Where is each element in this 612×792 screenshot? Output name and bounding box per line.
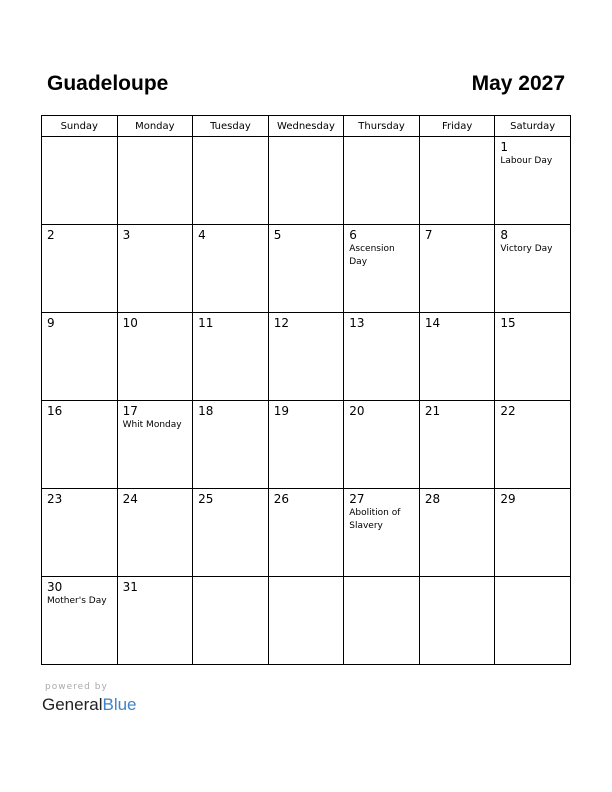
day-number: 29: [500, 492, 516, 506]
day-number: 26: [273, 492, 289, 506]
day-number: 6: [349, 228, 357, 242]
weekday-wednesday: Wednesday: [268, 116, 344, 137]
calendar-day-cell: [495, 225, 571, 313]
calendar-day-cell: [419, 313, 495, 401]
day-number: 8: [500, 228, 509, 242]
calendar-week-row: [42, 577, 571, 665]
day-number: 15: [500, 316, 516, 330]
calendar-day-cell: [42, 137, 118, 225]
weekday-friday: Friday: [419, 116, 495, 137]
day-number: 14: [424, 316, 441, 330]
calendar-header: [47, 70, 565, 100]
day-number: 16: [47, 404, 63, 418]
calendar-day-cell: [117, 489, 193, 577]
weekday-saturday: Saturday: [495, 116, 571, 137]
calendar-day-cell: [117, 313, 193, 401]
calendar-day-cell: [268, 577, 344, 665]
powered-by-text: powered by: [45, 682, 108, 692]
calendar-day-cell: [419, 137, 495, 225]
calendar-day-cell: [419, 489, 495, 577]
calendar-day-cell: [193, 137, 269, 225]
calendar-day-cell: [495, 489, 571, 577]
calendar-day-cell: [495, 401, 571, 489]
calendar-day-cell: [495, 137, 571, 225]
calendar-week-row: [42, 137, 571, 225]
day-number: 28: [424, 492, 441, 506]
country-title: Guadeloupe: [47, 72, 169, 95]
calendar-day-cell: [344, 137, 420, 225]
day-number: 11: [198, 316, 214, 330]
calendar-day-cell: [193, 489, 269, 577]
weekday-sunday: Sunday: [42, 116, 118, 137]
day-number: 25: [198, 492, 214, 506]
calendar-day-cell: [117, 225, 193, 313]
calendar-day-cell: [419, 577, 495, 665]
calendar-week-row: [42, 489, 571, 577]
day-number: 12: [273, 316, 289, 330]
day-number: 13: [349, 316, 365, 330]
day-number: 5: [273, 228, 282, 242]
calendar-day-cell: [117, 137, 193, 225]
holiday-label: Whit Monday: [122, 420, 182, 430]
day-number: 23: [47, 492, 63, 506]
generalblue-logo: [42, 694, 137, 716]
calendar-day-cell: [344, 313, 420, 401]
holiday-label: Ascension Day: [349, 244, 395, 267]
day-number: 18: [198, 404, 214, 418]
day-number: 22: [500, 404, 516, 418]
weekday-tuesday: Tuesday: [193, 116, 269, 137]
calendar-day-cell: [495, 577, 571, 665]
holiday-label: Victory Day: [500, 244, 553, 254]
day-number: 4: [198, 228, 206, 242]
calendar-day-cell: [268, 225, 344, 313]
day-number: 3: [122, 228, 131, 242]
month-year-title: May 2027: [471, 72, 565, 95]
day-number: 10: [122, 316, 138, 330]
logo-blue-text: Blue: [102, 695, 137, 714]
calendar-day-cell: [42, 225, 118, 313]
calendar-grid: [41, 115, 571, 665]
calendar-week-row: [42, 401, 571, 489]
calendar-day-cell: [193, 577, 269, 665]
day-number: 27: [349, 492, 365, 506]
calendar-day-cell: [344, 401, 420, 489]
calendar-day-cell: [419, 225, 495, 313]
holiday-label: Abolition of Slavery: [349, 508, 401, 531]
calendar-day-cell: [268, 137, 344, 225]
calendar-day-cell: [42, 489, 118, 577]
calendar-day-cell: [42, 401, 118, 489]
weekday-header-row: [42, 116, 571, 137]
calendar-day-cell: [117, 401, 193, 489]
calendar-week-row: [42, 225, 571, 313]
day-number: 17: [122, 404, 138, 418]
day-number: 30: [47, 580, 63, 594]
calendar-day-cell: [193, 313, 269, 401]
calendar-day-cell: [268, 489, 344, 577]
logo-general-text: General: [42, 695, 103, 714]
day-number: 19: [273, 404, 289, 418]
calendar-day-cell: [193, 225, 269, 313]
calendar-day-cell: [419, 401, 495, 489]
day-number: 21: [424, 404, 441, 418]
day-number: 24: [122, 492, 138, 506]
calendar-day-cell: [193, 401, 269, 489]
calendar-day-cell: [495, 313, 571, 401]
footer-branding: [42, 681, 137, 716]
calendar-day-cell: [268, 313, 344, 401]
day-number: 20: [349, 404, 365, 418]
day-number: 31: [122, 580, 138, 594]
calendar-day-cell: [344, 225, 420, 313]
day-number: 2: [47, 228, 55, 242]
calendar-week-row: [42, 313, 571, 401]
day-number: 7: [424, 228, 433, 242]
calendar-day-cell: [344, 577, 420, 665]
weekday-monday: Monday: [117, 116, 193, 137]
holiday-label: Labour Day: [500, 156, 553, 166]
calendar-day-cell: [42, 577, 118, 665]
day-number: 1: [500, 140, 509, 154]
weekday-thursday: Thursday: [344, 116, 420, 137]
calendar-day-cell: [117, 577, 193, 665]
calendar-day-cell: [344, 489, 420, 577]
calendar-day-cell: [268, 401, 344, 489]
calendar-day-cell: [42, 313, 118, 401]
day-number: 9: [47, 316, 55, 330]
holiday-label: Mother's Day: [47, 596, 107, 606]
